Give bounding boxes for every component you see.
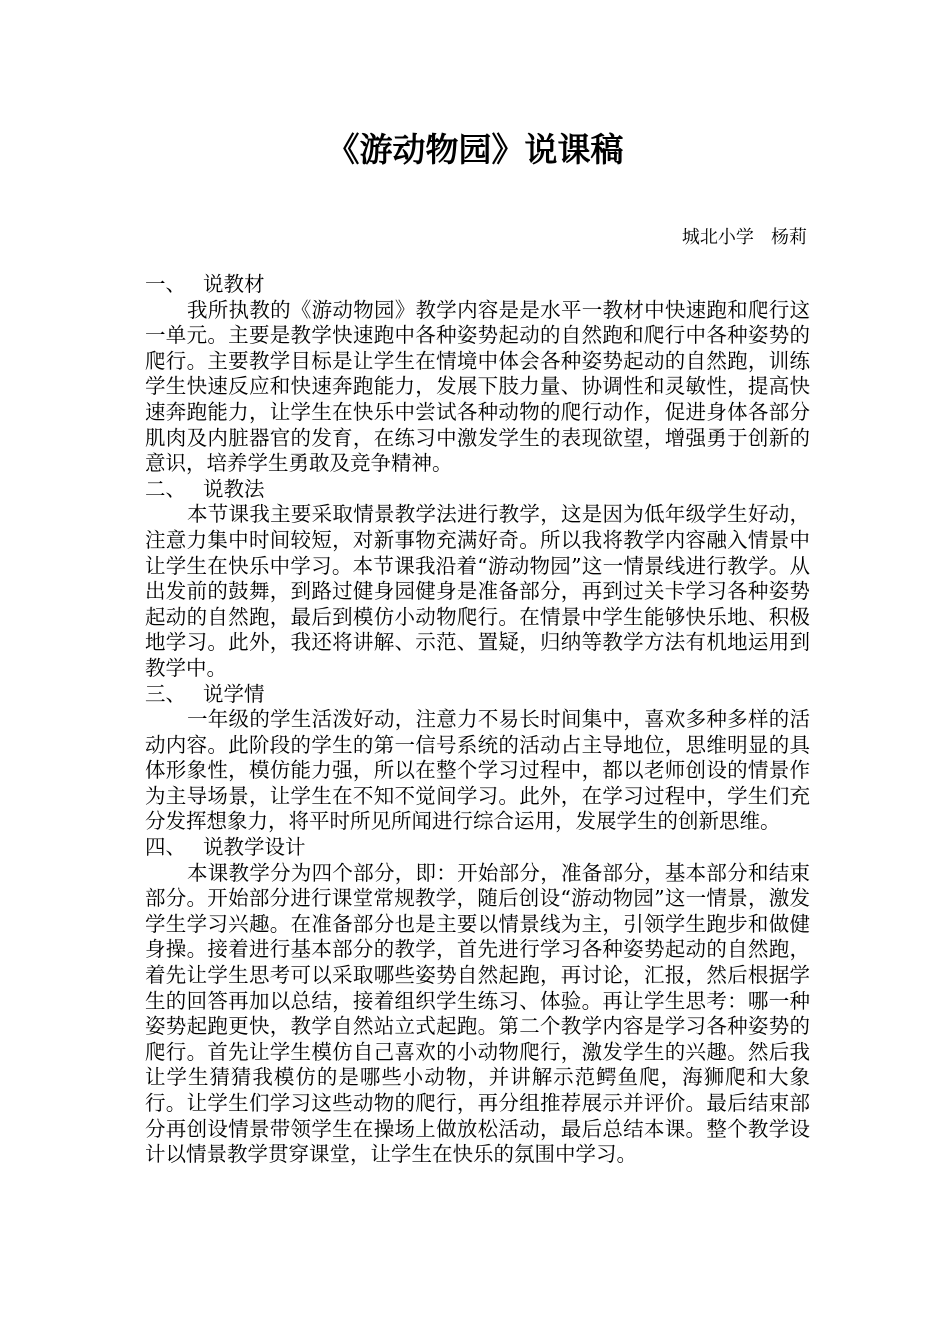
section-paragraph-students: 一年级的学生活泼好动，注意力不易长时间集中，喜欢多种多样的活动内容。此阶段的学生的第一信号系统的活动占主导地位，思维明显的具体形象性，模仿能力强，所以在整个学习过程中，都以老师创设的情景作为主导场景，让学生在不知不觉间学习。此外，在学习过程中，学生们充分发挥想象力，将平时所见所闻进行综合运用，发展学生的创新思维。 — [145, 707, 810, 834]
section-number: 一、 — [145, 272, 186, 296]
section-heading-method — [145, 477, 810, 503]
section-heading-textbook — [145, 272, 810, 298]
author-line: 城北小学 杨莉 — [681, 227, 807, 248]
section-heading-label: 说教学设计 — [203, 835, 306, 860]
section-number: 四、 — [145, 835, 186, 860]
section-heading-design — [145, 835, 810, 861]
section-heading-label: 说学情 — [203, 681, 265, 706]
section-number: 三、 — [145, 681, 186, 706]
section-paragraph-textbook: 我所执教的《游动物园》教学内容是是水平一教材中快速跑和爬行这一单元。主要是教学快速跑中各种姿势起动的自然跑和爬行中各种姿势的爬行。主要教学目标是让学生在情境中体会各种姿势起动的自然跑，训练学生快速反应和快速奔跑能力，发展下肢力量、协调性和灵敏性，提高快速奔跑能力，让学生在快乐中尝试各种动物的爬行动作，促进身体各部分肌肉及内脏器官的发育，在练习中激发学生的表现欲望，增强勇于创新的意识，培养学生勇敢及竞争精神。 — [145, 297, 810, 476]
section-heading-students — [145, 682, 810, 708]
document-body — [145, 272, 810, 1168]
section-heading-label: 说教材 — [203, 272, 265, 296]
section-paragraph-method: 本节课我主要采取情景教学法进行教学，这是因为低年级学生好动，注意力集中时间较短，对新事物充满好奇。所以我将教学内容融入情景中让学生在快乐中学习。本节课我沿着“游动物园”这一情景线进行教学。从出发前的鼓舞，到路过健身园健身是准备部分，再到过关卡学习各种姿势起动的自然跑，最后到模仿小动物爬行。在情景中学生能够快乐地、积极地学习。此外，我还将讲解、示范、置疑，归纳等教学方法有机地运用到教学中。 — [145, 502, 810, 680]
section-paragraph-design: 本课教学分为四个部分，即：开始部分，准备部分，基本部分和结束部分。开始部分进行课堂常规教学，随后创设“游动物园”这一情景，激发学生学习兴趣。在准备部分也是主要以情景线为主，引领学生跑步和做健身操。接着进行基本部分的教学，首先进行学习各种姿势起动的自然跑，着先让学生思考可以采取哪些姿势自然起跑，再讨论，汇报，然后根据学生的回答再加以总结，接着组织学生练习、体验。再让学生思考：哪一种姿势起跑更快，教学自然站立式起跑。第二个教学内容是学习各种姿势的爬行。首先让学生模仿自己喜欢的小动物爬行，激发学生的兴趣。然后我让学生猜猜我模仿的是哪些小动物，并讲解示范鳄鱼爬，海狮爬和大象行。让学生们学习这些动物的爬行，再分组推荐展示并评价。最后结束部分再创设情景带领学生在操场上做放松活动，最后总结本课。整个教学设计以情景教学贯穿课堂，让学生在快乐的氛围中学习。 — [145, 860, 810, 1167]
document-title: 《游动物园》说课稿 — [326, 130, 624, 169]
section-heading-label: 说教法 — [203, 476, 265, 501]
section-number: 二、 — [145, 476, 186, 501]
